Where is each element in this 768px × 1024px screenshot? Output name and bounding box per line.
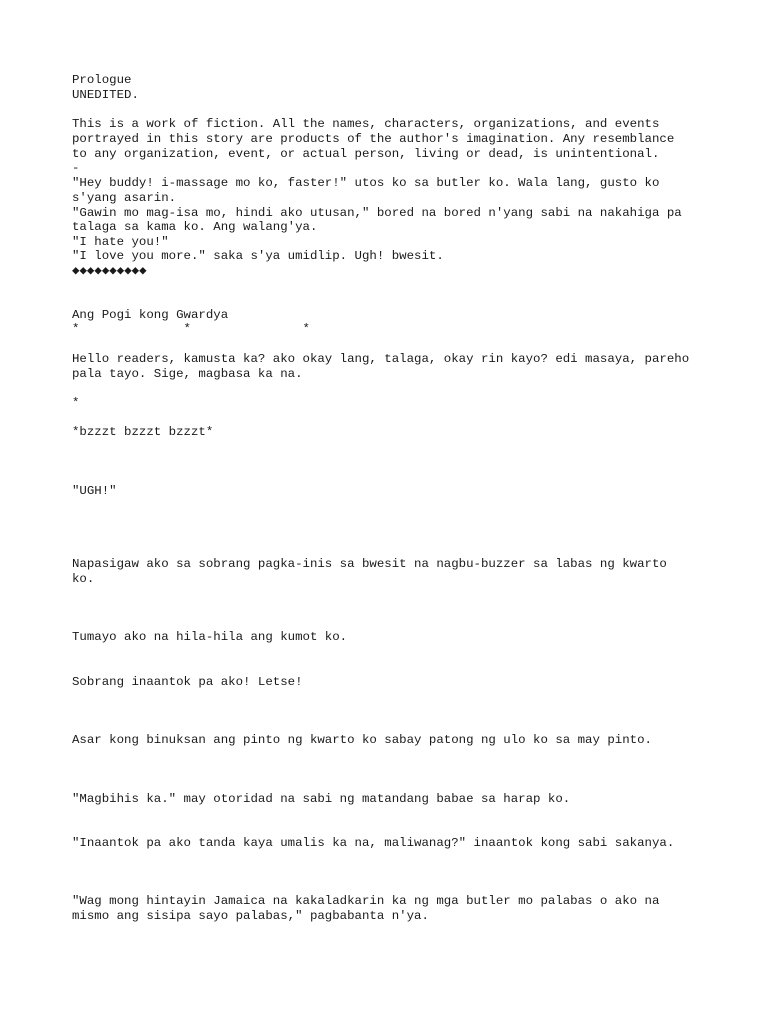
ugh-line: "UGH!" (72, 484, 117, 498)
paragraph-line: "Magbihis ka." may otoridad na sabi ng matandang babae sa harap ko. (72, 792, 571, 806)
dialogue-line: "I hate you!" (72, 235, 169, 249)
dash-divider: - (72, 161, 80, 175)
disclaimer-line: to any organization, event, or actual person, living or dead, is unintentional. (72, 147, 660, 161)
greeting-line: pala tayo. Sige, magbasa ka na. (72, 367, 303, 381)
dialogue-line: "Hey buddy! i-massage mo ko, faster!" utos ko sa butler ko. Wala lang, gusto ko (72, 176, 660, 190)
dialogue-line: s'yang asarin. (72, 191, 177, 205)
paragraph-line: "Wag mong hintayin Jamaica na kakaladkarin ka ng mga butler mo palabas o ako na (72, 894, 660, 908)
paragraph-line: Tumayo ako na hila-hila ang kumot ko. (72, 630, 348, 644)
disclaimer-line: This is a work of fiction. All the names, characters, organizations, and events (72, 117, 660, 131)
dialogue-line: talaga sa kama ko. Ang walang'ya. (72, 220, 318, 234)
paragraph-line: ko. (72, 572, 95, 586)
story-title: Ang Pogi kong Gwardya (72, 308, 229, 322)
prologue-heading: Prologue (72, 73, 132, 87)
paragraph-line: "Inaantok pa ako tanda kaya umalis ka na, maliwanag?" inaantok kong sabi sakanya. (72, 836, 675, 850)
paragraph-line: Sobrang inaantok pa ako! Letse! (72, 675, 303, 689)
diamond-separator: ◆◆◆◆◆◆◆◆◆◆ (72, 264, 147, 278)
paragraph-line: mismo ang sisipa sayo palabas," pagbabanta n'ya. (72, 909, 429, 923)
buzz-line: *bzzzt bzzzt bzzzt* (72, 425, 214, 439)
dialogue-line: "I love you more." saka s'ya umidlip. Ugh! bwesit. (72, 249, 444, 263)
disclaimer-line: portrayed in this story are products of the author's imagination. Any resemblance (72, 132, 675, 146)
paragraph-line: Asar kong binuksan ang pinto ng kwarto ko sabay patong ng ulo ko sa may pinto. (72, 733, 652, 747)
unedited-label: UNEDITED. (72, 88, 139, 102)
greeting-line: Hello readers, kamusta ka? ako okay lang, talaga, okay rin kayo? edi masaya, pareho (72, 352, 690, 366)
paragraph-line: Napasigaw ako sa sobrang pagka-inis sa bwesit na nagbu-buzzer sa labas ng kwarto (72, 557, 667, 571)
asterisk-divider: * * * (72, 322, 310, 336)
single-asterisk: * (72, 396, 80, 410)
dialogue-line: "Gawin mo mag-isa mo, hindi ako utusan," bored na bored n'yang sabi na nakahiga pa (72, 206, 682, 220)
